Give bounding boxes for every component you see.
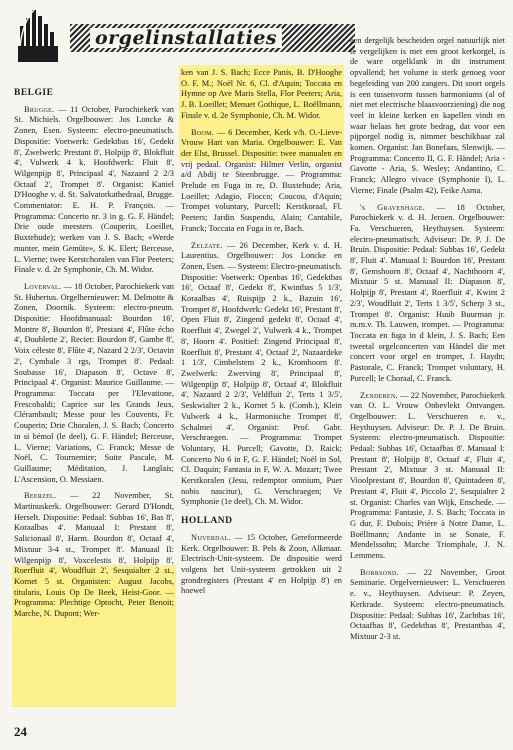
place-name: Zelzate. — [191, 240, 223, 250]
place-name: Borrsond. — [360, 567, 400, 577]
page-title: orgelinstallaties — [90, 28, 282, 48]
section-heading-belgie: BELGIE — [14, 88, 54, 98]
section-heading-holland: HOLLAND — [181, 516, 233, 527]
article-beerzel-continued: ken van J. S. Bach; Ecce Panis, B. D'Hooghe O. F. M.; Noël Nr. 6, Cl. d'Aquin; Toccata en Hymne op Ave Maris Stella, Flor Peeters; Aria, J. B. Loeillet; Menuet Gothique, L. Boëllmann, Finale v. d. 2e Symphonie, Ch. M. Widor. — [181, 68, 342, 120]
article-text: — 11 October, Parochiekerk van St. Michiels. Orgelbouwer: Jos Loncke & Zonen, Esen. Systeem: electro-pneumatisch. Dispositie: Voetwerk: Gedektbas 16', Gedekt 8', Zwelwerk: Prestant 8', Holpijp 8', Blokfluit 4', Vulwerk 4 k. Hoofdwerk: Fluit 8', Wilgenpijp 8', Principaal 4', Nazaard 2 2/3 Octaaf 2', Trompet 8'. Organist: Kaniel D'Hooghe v. d. St. Salvatorkathedraal, Brugge. Commentator: E. H. P. François. — Programma: Concerto nr. 3 in g. G. F. Händel; Drie oude meesters (Couperin, Loeillet, Buxtehude); werken van J. S. Bach; «Werde munter, mein Gemüte», S. K. Elert; Berceuse, L. Vierne; twee Kerstchoralen van Flor Peeters; Finale v. d. 2e Symphonie, Ch. M. Widor. — [14, 104, 174, 275]
article-text: — 22 November, St. Martinuskerk. Orgelbouwer: Gerard D'Hondt, Herselt. Dispositie: Pedaal: Subbas 16', Bas 8', Koraalbas 4'. Manuaal I: Prestant 8', Salicionaal 8', Harm. Bourdon 8', Octaaf 4', Mixtuur 3-4 st., Trompet 8'. Manuaal II: Wilgenpijp 8', Voxcelestis 8', Holpijp 8', Roerfluit 4', Woudfluit 2', Sesquialter 2 st., Kornet 5 st. Organisten: August Jacobs, titularis, Louis Op De Beek, Heist-Goor. — Programma: Plechtige Optocht, Peter Benoit; Marche, N. Dupont; Wer- — [14, 491, 175, 619]
article-text: — 18 October, Parochiekerk v. d. H. Jeroen. Orgelbouwer: Fa. Verschueren, Heythuysen. Systeem: electro-pneumatisch. Adviseur: Dr. P. J. De Bruin. Dispositie: Pedaal: Subbas 16', Gedekt 8', Fluit 4'. Manuaal I: Bourdon 16', Prestant 8', Gemshoorn 8', Octaaf 4', Nachthoorn 4', Mixtuur 5 st. Manuaal II: Diapason 8', Holpijp 8', Prestant 4', Roerfluit 4', Kwint 2 2/3', Woudfluit 2', Terts 1 3/5', Scherp 3 st., Trompet 8'. Organist: Huub Buurman jr. m.m.v. Th. Lauwen, trompet. — Programma: Toccata en fuga in d klein, J. S. Bach; Een tweetal orgelconcerten van Händel die met concert voor orgel en trompet, J. Haydn; Pastorale, C. Franck; Trompet voluntary, H. Purcell; le Choraal, C. Franck. — [350, 202, 506, 383]
article-brugge — [14, 105, 174, 276]
article-zelzate — [181, 241, 342, 509]
article-text: — 22 November, Groot Seminarie. Orgelvernieuwer: L. Verschueren e. v., Heythuysen. Adviseur: P. Zeyen, Kerkrade. Systeem: electro-pneumatisch. Dispositie: Pedaal: Subbas 16', Zachtbas 16', Octaafbas 8', Gedektbas 8', Prestantbas 4', Mixtuur 2-3 st. — [350, 567, 505, 641]
article-boom — [181, 128, 342, 235]
page-header — [14, 6, 344, 66]
column-1 — [14, 86, 174, 620]
article-nijverdal — [181, 533, 342, 597]
article-zenderen — [350, 391, 505, 562]
place-name: Zenderen. — [360, 390, 398, 400]
article-gravenhage — [350, 203, 505, 385]
article-beerzel — [14, 491, 174, 619]
article-text: — 15 October, Gereformeerde Kerk. Orgelbouwer: B. Pels & Zoon, Alkmaar. Electrisch-Unit-systeem. De dispositie werd volgens het Unit-systeem getrokken uit 2 grondregisters (Prestant 4' en Holpijp 8') en hoewel — [181, 532, 343, 596]
article-nijverdal-continued: een dergelijk bescheiden orgel natuurlijk niet te vergelijken is met een groot kerkorgel, is de ware orgelklank in dit instrument opvallend; het volume is sterk genoeg voor begeleiding van 200 zangers. Dit soort orgels is een tussenvorm tussen harmoniums (al of niet met electrische blaasvoorziening) die nog veel in kleine kerken en kapellen vindt en waar helaas het grote bedrag, dat voor een pijporgel nodig is, nimmer beschikbaar zal komen. Organist: Jan Bonefaas, Slenwijk. — Programma: Concerto II, G. F. Händel; Aria - Gavotte - Aria, S. Wesley; Andantino, C. Franck; Allegro vivace (Symphonie I), L. Vierne; Finale (Psalm 42), Feike Asma. — [350, 36, 505, 195]
article-text: — 18 October, Parochiekerk van St. Hubertus. Orgelhernieuwer: M. Delmotte & Zonen, Doornik. Systeem: electro-pneum. Dispositie: Hoofdmanuaal: Bourdon 16', Montre 8', Bourdon 8', Prestant 4', Flûte écho 4', Doublette 2', Reciet: Bourdon 8', Gambe 8', Voix céleste 8', Flûte 4', Nazard 2 2/3', Octavin 2', Cymbale 3 rgs, Trompet 8'. Pedaal: Soubasse 16', Diapason 8', Octave 8', Principaal 4'. Organist: Maurice Guillaume. — Programma: Toccata per l'Elevatione, Frescobaldi; Caprice sur les Grands Jeux, Clérambault; Messe pour les Couvents, Fr. Couperin; Drie Choralen, J. S. Bach; Concerto in si bémol (le deel), G. F. Händel; Berceuse, L. Vierne; Variations, C. Franck; Messe de Noël, C. Tournemire; Suite Pascale, M. Guillaume; Méditation, J. Langlais; L'Ascension, O. Messiaen. — [14, 281, 174, 484]
organ-logo-icon — [14, 6, 74, 64]
article-borrsond — [350, 568, 505, 643]
column-3 — [350, 36, 505, 643]
column-2 — [181, 68, 342, 597]
place-name: 's Gravenhage. — [360, 202, 426, 212]
article-text: — 6 December, Kerk v/h. O.-Lieve-Vrouw Hart van Maria. Orgelbouwer: E. Van der Elst, Brussel. Dispositie: twee manualen en vrij pedaal. Organist: Hilmer Verlin, organist a/d Abdij te Steenbrugge. — Programma: Prelude en Fuga in re, D. Buxtehude; Aria, Loeillet; Adagio, Fiocco; Coucou, d'Aquin; Trompet voluntary, Purcell; Kerstkoraal, Fl. Peeters; Jardin Suspendu, Alain; Cantabile, Franck; Toccata en Fuga in re, Bach. — [181, 127, 342, 233]
article-text: — 26 December, Kerk v. d. H. Laurentius. Orgelbouwer: Jos Loncke en Zonen, Esen. — Systeem: Electro-pneumatisch. Dispositie: Voetwerk: Openbas 16', Gedektbas 16', Octaaf 8', Gedekt 8', Kwintbas 5 1/3', Koraalbas 4', Ruispijp 2 k., Bazuin 16', Trompet 8', Hoofdwerk: Gedekt 16', Prestant 8', Open Fluit 8', Zingend gedekt 8', Octaaf 4', Roerfluit 4', Zwegel 2', Vulwerk 4 k., Trompet 8', Hoorn 4'. Positief: Zingend Principaal 8', Roerfluit 8', Prestant 4', Octaaf 2', Nazaardeke 1 1/3', Cimbelstem 2 k., Kromhoorn 8'. Zwelwerk: Zwerving 8', Principaal 8', Wilgenpijp 8', Holpijp 8', Octaaf 4', Blokfluit 4', Nazaard 2 2/3', Veldfluit 2', Terts 1 3/5', Seskwialter 2 k., Kornet 5 k. (Comb.), Klein Vulwerk 4 k., Harmonische Trompet 8', Schalmei 4'. Organist: Prof. Gabr. Verschraegen. — Programma: Trompet Voluntary, H. Purcell; Gavotte, D. Raick; Concerto No 6 in F, G. F. Händel; Noël in Sol, Cl. Daquin; Fantasia in F, W. A. Mozart; Twee Kerstkoralen (Jesu, redemptor omnium, Puer nobis nascitur), G. Verschraegen; Ve Symphonie (1e deel), Ch. M. Widor. — [181, 240, 343, 507]
place-name: Boom. — [191, 127, 215, 137]
place-name: Nijverdal. — [191, 532, 231, 542]
place-name: Beerzel. — [24, 491, 57, 501]
article-loverval — [14, 282, 174, 485]
article-text: — 22 November, Parochiekerk van O. L. Vrouw Onbevlekt Ontvangen. Orgelbouwer: L. Verschueren e. v., Heythuysen. Adviseur: Dr. P. J. De Bruin. Systeem: electro-pneumatisch. Dispositie: Pedaal: Subbas 16', Octaafbas 8'. Manuaal I: Prestant 8', Holpijp 8', Octaaf 4', Fluit 4', Prestant 2', Mixtuur 3 st. Manuaal II: Vioolprestant 8', Bourdon 8', Quintadeen 8', Prestant 4', Fluit 4', Piccolo 2', Sesquialter 2 st. Organist: Charles van Wijk, Enschede. — Programma: Fantasie, J. S. Bach; Toccata in G dur, F. Dubois; Prière à Notre Dame, L. Boëllmann; Andante in se Sonate, F. Mendelssohn; Marche Triomphale, J. N. Lemmens. — [350, 390, 505, 561]
page-number: 24 — [14, 724, 27, 739]
place-name: Loverval. — [24, 281, 62, 291]
place-name: Brugge. — [24, 104, 55, 114]
